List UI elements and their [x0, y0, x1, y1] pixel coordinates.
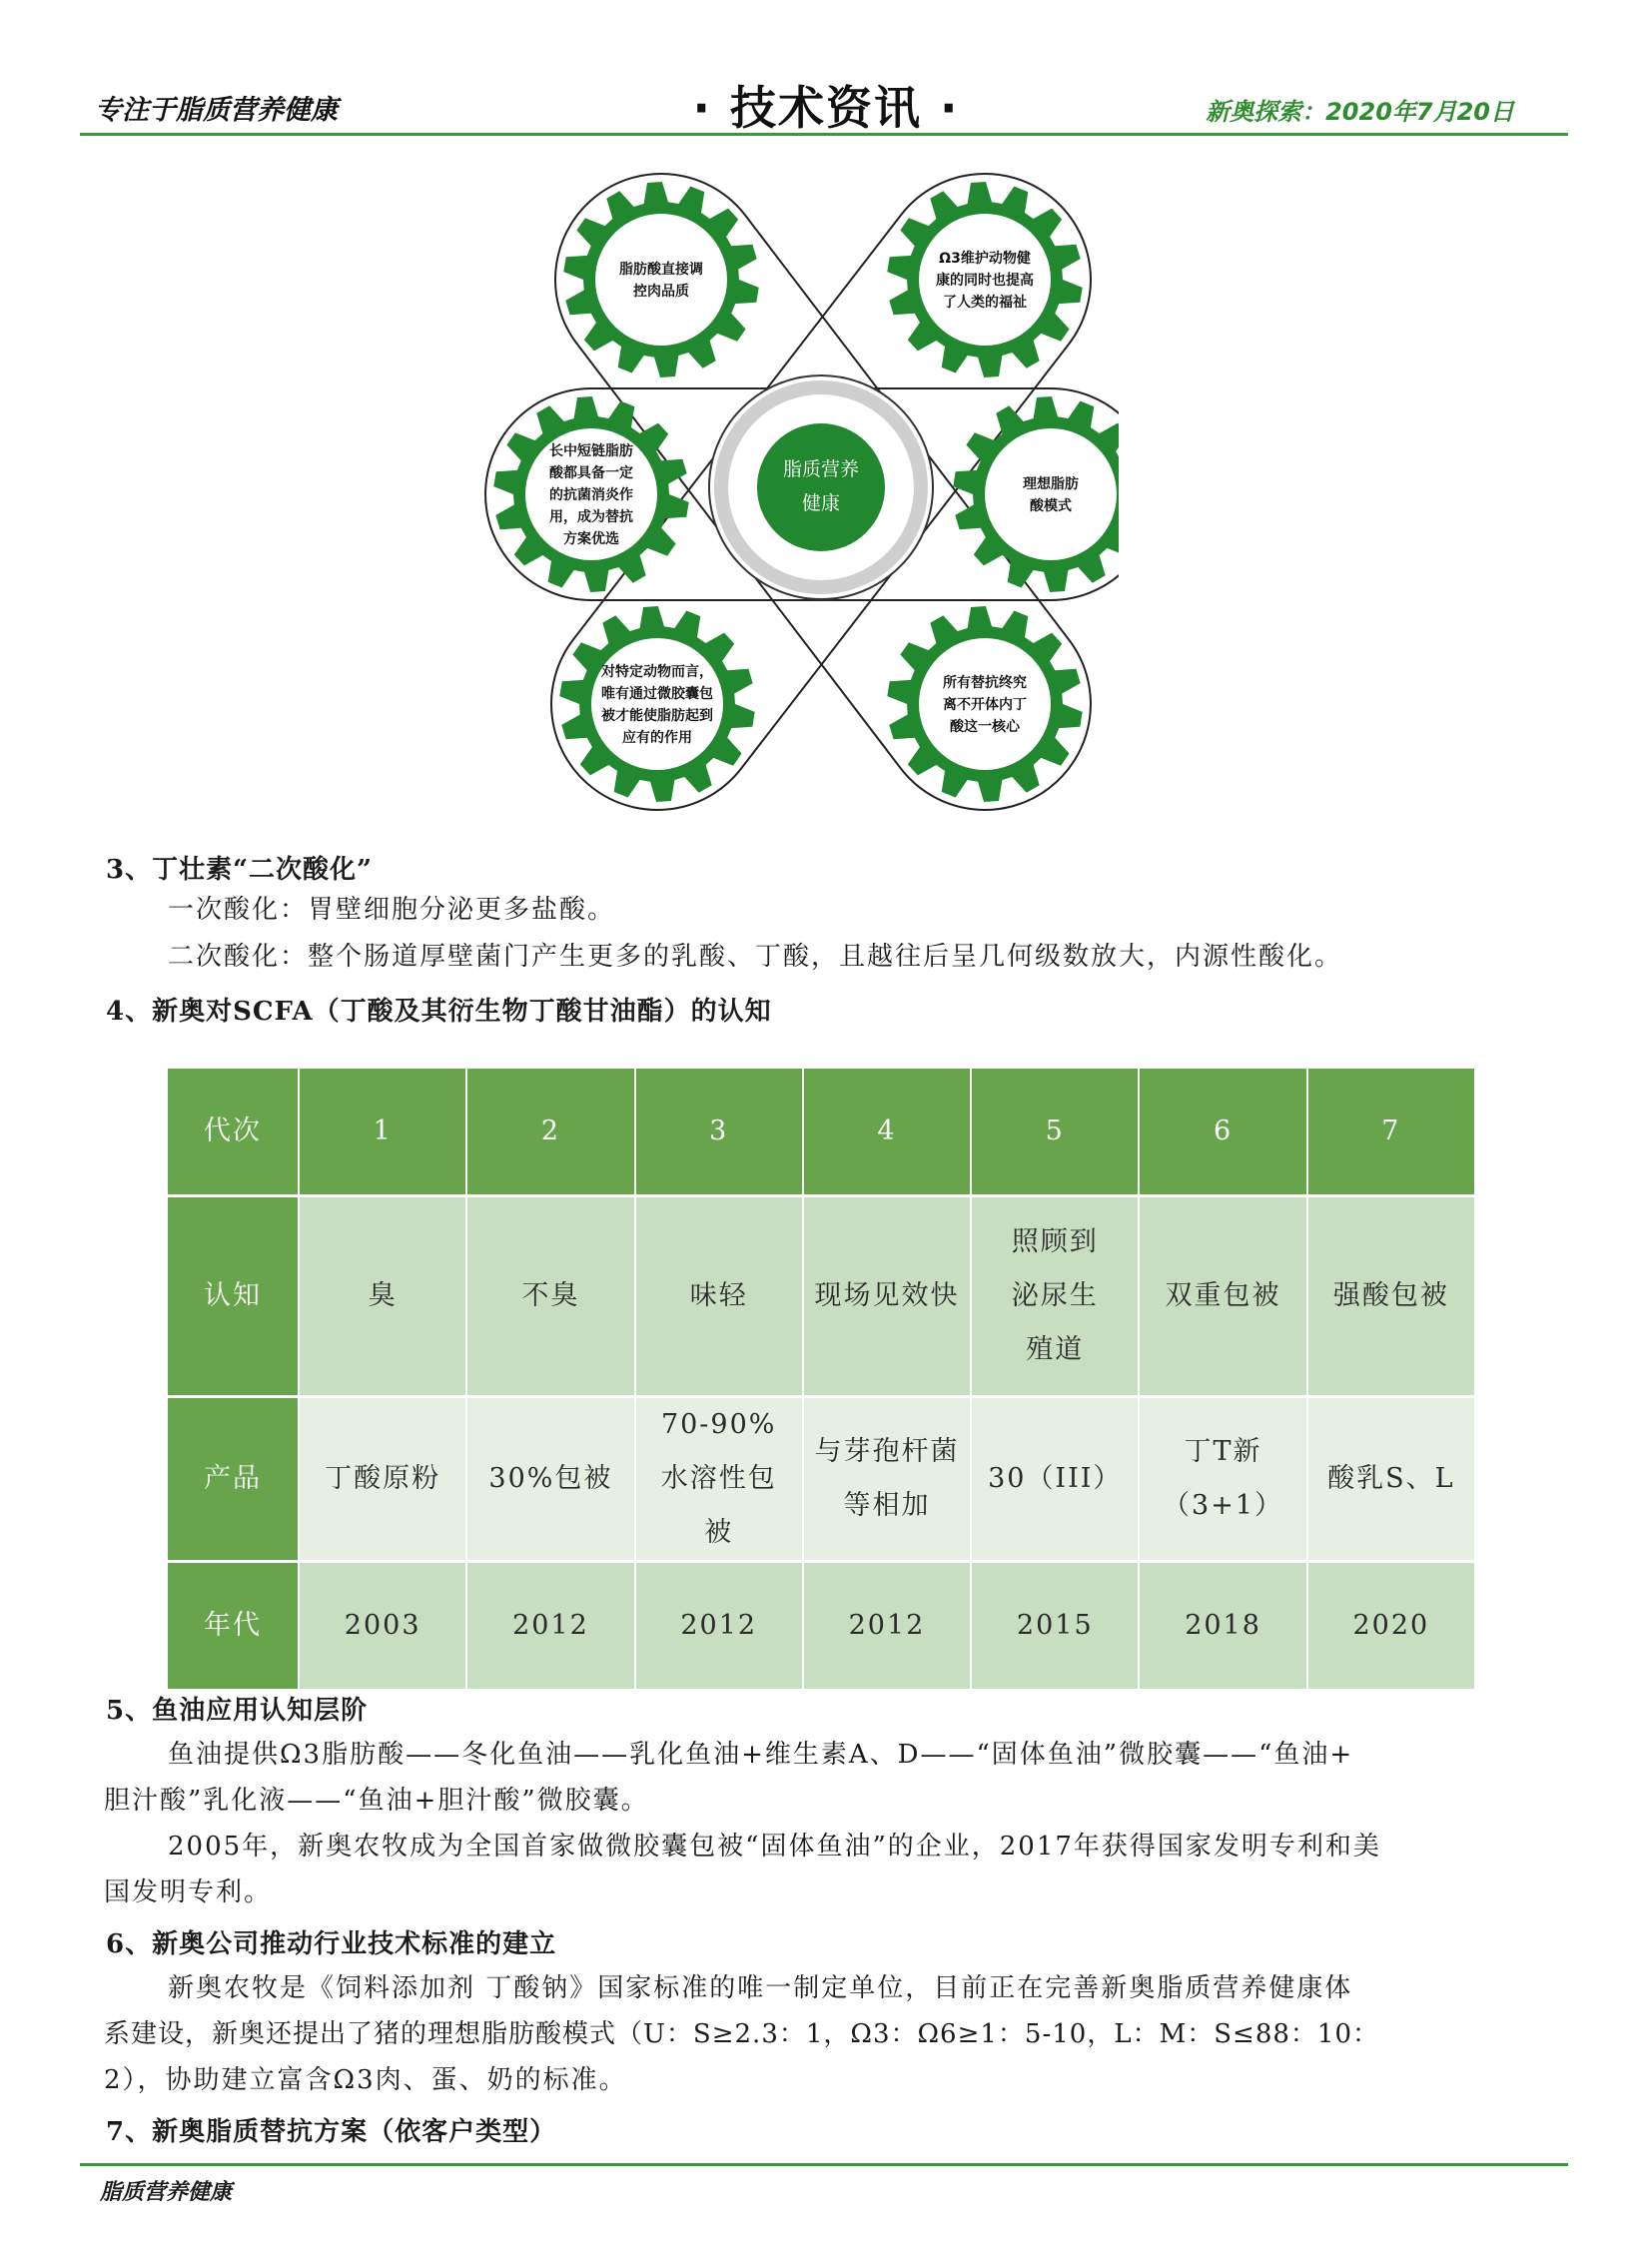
table-row-product: [168, 1398, 1476, 1563]
hub-label: 健康: [801, 492, 841, 514]
table-cell: 与芽孢杆菌等相加: [804, 1398, 972, 1563]
header-title: · 技术资讯 ·: [692, 81, 960, 135]
gear-label: 酸都具备一定: [549, 465, 633, 481]
table-row-generation: [168, 1069, 1476, 1197]
hub-core: [757, 423, 885, 551]
gear-label: 用，成为替抗: [549, 509, 633, 525]
section-4-heading: 4、新奥对SCFA（丁酸及其衍生物丁酸甘油酯）的认知: [106, 997, 772, 1027]
gear-label: 方案优选: [563, 531, 619, 547]
table-cell: 3: [636, 1069, 804, 1197]
table-cell: 强酸包被: [1308, 1197, 1476, 1398]
table-cell: 臭: [300, 1197, 467, 1398]
table-cell: 2003: [300, 1563, 467, 1692]
row-label-product: 产品: [168, 1398, 300, 1563]
table-cell: 酸乳S、L: [1308, 1398, 1476, 1563]
gear-label: Ω3维护动物健: [939, 251, 1031, 267]
section-6-para-1c: 2），协助建立富含Ω3肉、蛋、奶的标准。: [104, 2065, 627, 2095]
gear-center: [595, 214, 727, 346]
gear-label: 被才能使脂肪起到: [601, 708, 713, 724]
section-7-heading: 7、新奥脂质替抗方案（依客户类型）: [106, 2117, 557, 2147]
gear-label: 对特定动物而言，: [601, 664, 713, 680]
section-3-para-1: 一次酸化：胃壁细胞分泌更多盐酸。: [168, 895, 616, 925]
gear-center: [591, 638, 723, 770]
gear-label: 所有替抗终究: [943, 675, 1027, 691]
gear-label: 康的同时也提高: [936, 273, 1034, 289]
section-5-heading: 5、鱼油应用认知层阶: [106, 1696, 369, 1726]
section-5-para-1a: 鱼油提供Ω3脂肪酸——冬化鱼油——乳化鱼油+维生素A、D——“固体鱼油”微胶囊——“鱼油+: [168, 1740, 1354, 1770]
row-label-year: 年代: [168, 1563, 300, 1692]
table-cell: 丁T新（3+1）: [1140, 1398, 1307, 1563]
table-cell: 双重包被: [1140, 1197, 1307, 1398]
section-6-heading: 6、新奥公司推动行业技术标准的建立: [106, 1929, 557, 1959]
gear-label: 应有的作用: [622, 730, 692, 746]
table-cell: 30（III）: [972, 1398, 1140, 1563]
header-date: 新奥探索：2020年7月20日: [1206, 98, 1514, 126]
table-cell: 6: [1140, 1069, 1307, 1197]
section-3-para-2: 二次酸化：整个肠道厚壁菌门产生更多的乳酸、丁酸，且越往后呈几何级数放大，内源性酸化。: [168, 942, 1343, 972]
scfa-table: [168, 1069, 1476, 1692]
gear-label: 了人类的福祉: [943, 295, 1027, 311]
section-5-para-2b: 国发明专利。: [104, 1877, 273, 1907]
table-cell: 2012: [804, 1563, 972, 1692]
section-6-para-1b: 系建设，新奥还提出了猪的理想脂肪酸模式（U：S≥2.3：1，Ω3：Ω6≥1：5-10，L：M：S≤88：10：: [104, 2019, 1379, 2049]
section-5-para-2a: 2005年，新奥农牧成为全国首家做微胶囊包被“固体鱼油”的企业，2017年获得国家发明专利和美: [168, 1832, 1381, 1862]
footer-text: 脂质营养健康: [100, 2180, 233, 2205]
diagram-svg: [419, 150, 1119, 829]
row-label-cognition: 认知: [168, 1197, 300, 1398]
table-cell: 30%包被: [467, 1398, 635, 1563]
footer-divider: [80, 2163, 1568, 2166]
table-cell: 70-90%水溶性包被: [636, 1398, 804, 1563]
gear-center: [985, 428, 1117, 560]
table-cell: 2018: [1140, 1563, 1307, 1692]
table-row-cognition: [168, 1197, 1476, 1398]
gear-label: 长中短链脂肪: [549, 443, 633, 459]
header-divider: [80, 133, 1568, 136]
gear-label: 唯有通过微胶囊包: [601, 686, 713, 702]
gear-label: 离不开体内丁: [943, 697, 1027, 713]
table-cell: 2015: [972, 1563, 1140, 1692]
lipid-nutrition-diagram: [419, 150, 1119, 829]
table-cell: 2012: [636, 1563, 804, 1692]
row-label-generation: 代次: [168, 1069, 300, 1197]
table-cell: 2: [467, 1069, 635, 1197]
gear-label: 酸这一核心: [950, 719, 1020, 735]
table-cell: 味轻: [636, 1197, 804, 1398]
section-5-para-1b: 胆汁酸”乳化液——“鱼油+胆汁酸”微胶囊。: [104, 1786, 649, 1816]
header-slogan: 专注于脂质营养健康: [95, 95, 338, 126]
table-cell: 2012: [467, 1563, 635, 1692]
gear-label: 理想脂肪: [1023, 476, 1079, 492]
gear-label: 控肉品质: [633, 284, 689, 300]
gear-label: 酸模式: [1030, 498, 1072, 514]
table-cell: 现场见效快: [804, 1197, 972, 1398]
gear-label: 的抗菌消炎作: [549, 487, 633, 503]
section-3-heading: 3、丁壮素“二次酸化”: [106, 855, 374, 885]
table-cell: 照顾到泌尿生殖道: [972, 1197, 1140, 1398]
gear-label: 脂肪酸直接调: [619, 262, 703, 278]
table-cell: 丁酸原粉: [300, 1398, 467, 1563]
table-cell: 5: [972, 1069, 1140, 1197]
section-6-para-1a: 新奥农牧是《饲料添加剂 丁酸钠》国家标准的唯一制定单位，目前正在完善新奥脂质营养健康体: [168, 1973, 1353, 2003]
table-cell: 1: [300, 1069, 467, 1197]
table-cell: 4: [804, 1069, 972, 1197]
table-row-year: [168, 1563, 1476, 1692]
table-cell: 不臭: [467, 1197, 635, 1398]
table-cell: 7: [1308, 1069, 1476, 1197]
hub-label: 脂质营养: [782, 458, 860, 480]
table-cell: 2020: [1308, 1563, 1476, 1692]
